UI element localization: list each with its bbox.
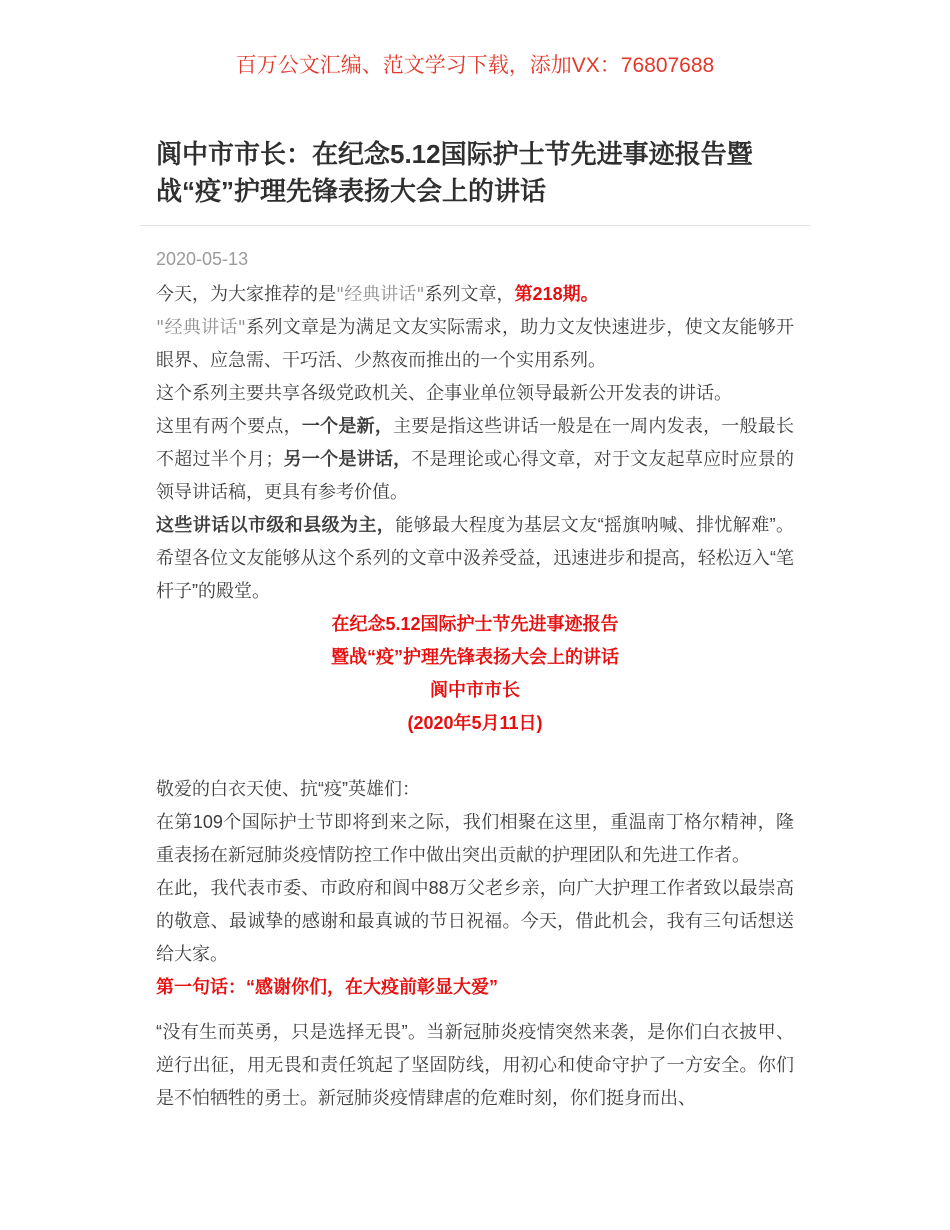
- paragraph: [156, 707, 794, 740]
- paragraph: [156, 641, 794, 674]
- paragraph: [156, 509, 794, 608]
- article-title: 阆中市市长：在纪念5.12国际护士节先进事迹报告暨战“疫”护理先锋表扬大会上的讲话: [156, 139, 753, 206]
- text-segment: 能够最大程度为基层文友“摇旗呐喊、排忧解难”。希望各位文友能够从这个系列的文章中汲养受益，迅速进步和提高，轻松迈入“笔杆子”的殿堂。: [156, 515, 794, 601]
- paragraph: [156, 674, 794, 707]
- text-segment: 这里有两个要点，: [156, 416, 302, 436]
- text-segment: 另一个是讲话，: [283, 449, 412, 469]
- text-segment: 阆中市市长: [430, 680, 520, 700]
- article-date: 2020-05-13: [156, 249, 249, 269]
- paragraph: [156, 377, 794, 410]
- text-segment: 今天，为大家推荐的是: [156, 284, 336, 304]
- paragraph: [156, 608, 794, 641]
- article: [140, 136, 810, 1115]
- text-segment: 第218期。: [514, 284, 599, 304]
- paragraph: [156, 278, 794, 311]
- paragraph: [156, 311, 794, 377]
- text-segment: 一个是新，: [301, 416, 394, 436]
- text-segment: 系列文章，: [424, 284, 515, 304]
- paragraph: [156, 410, 794, 509]
- paragraph: [156, 872, 794, 971]
- speech-body-section: [156, 773, 794, 1115]
- text-segment: (2020年5月11日): [407, 713, 543, 733]
- text-segment: 在第109个国际护士节即将到来之际，我们相聚在这里，重温南丁格尔精神，隆重表扬在新冠肺炎疫情防控工作中做出突出贡献的护理团队和先进工作者。: [156, 812, 794, 865]
- intro-section: [156, 278, 794, 608]
- text-segment: 不是理论或心得文章，对于文友起草应时应景的领导讲话稿，更具有参考价值。: [156, 449, 795, 502]
- text-segment: 系列文章是为满足文友实际需求，助力文友快速进步，使文友能够开眼界、应急需、干巧活、少熬夜而推出的一个实用系列。: [156, 317, 795, 370]
- text-segment: 第一句话：“感谢你们，在大疫前彰显大爱”: [156, 977, 498, 997]
- text-segment: "经典讲话": [156, 317, 246, 338]
- text-segment: 在此，我代表市委、市政府和阆中88万父老乡亲，向广大护理工作者致以最崇高的敬意、最诚挚的感谢和最真诚的节日祝福。今天，借此机会，我有三句话想送给大家。: [156, 878, 794, 964]
- text-segment: 主要是指这些讲话一般是在一周内发表，一般最长不超过半个月；: [156, 416, 795, 469]
- paragraph: [156, 971, 794, 1004]
- paragraph: [156, 773, 794, 806]
- title-divider: [140, 225, 810, 226]
- paragraph: [156, 1016, 794, 1115]
- text-segment: 暨战“疫”护理先锋表扬大会上的讲话: [331, 647, 619, 667]
- text-segment: 敬爱的白衣天使、抗“疫”英雄们：: [156, 779, 420, 799]
- text-segment: 这个系列主要共享各级党政机关、企事业单位领导最新公开发表的讲话。: [156, 383, 732, 403]
- text-segment: 这些讲话以市级和县级为主，: [156, 515, 396, 535]
- text-segment: 在纪念5.12国际护士节先进事迹报告: [331, 614, 619, 634]
- paragraph: [156, 806, 794, 872]
- speech-title-block: [156, 608, 794, 740]
- promo-banner: 百万公文汇编、范文学习下载，添加VX：76807688: [235, 54, 715, 77]
- text-segment: "经典讲话": [336, 284, 425, 305]
- text-segment: “没有生而英勇，只是选择无畏”。当新冠肺炎疫情突然来袭，是你们白衣披甲、逆行出征，用无畏和责任筑起了坚固防线，用初心和使命守护了一方安全。你们是不怕牺牲的勇士。新冠肺炎疫情肆虐的危难时刻，你们挺身而出、: [156, 1022, 794, 1108]
